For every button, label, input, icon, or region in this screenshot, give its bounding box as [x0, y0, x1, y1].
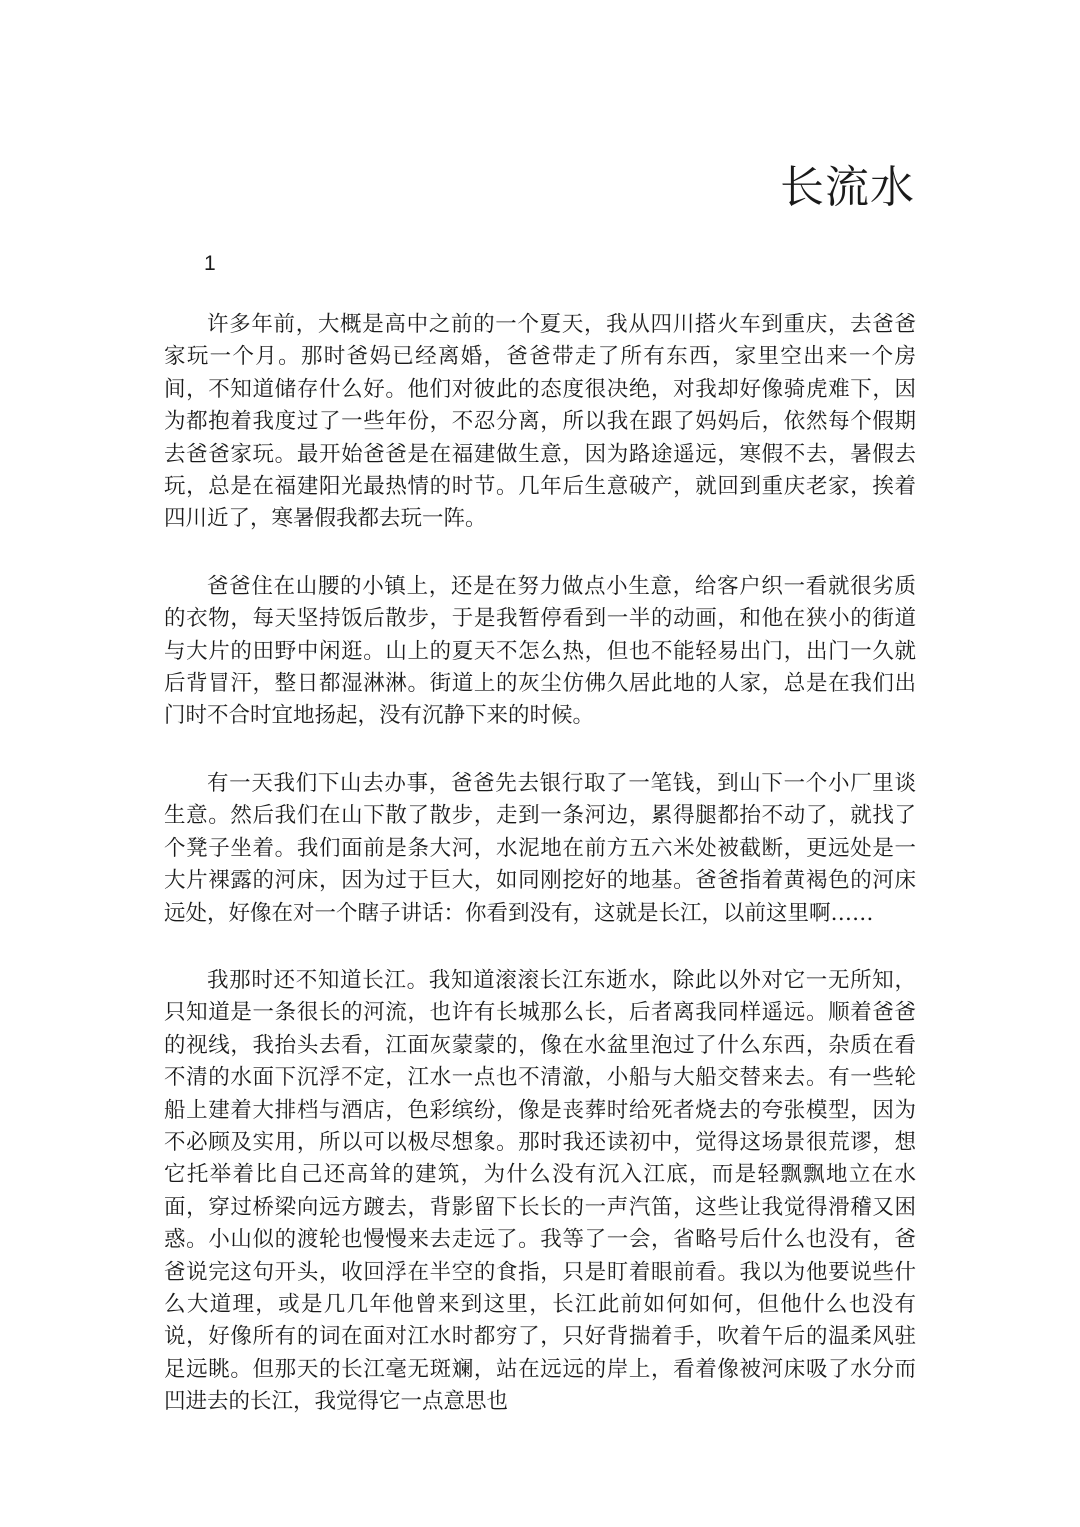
- paragraph: 许多年前，大概是高中之前的一个夏天，我从四川搭火车到重庆，去爸爸家玩一个月。那时爸妈已经离婚，爸爸带走了所有东西，家里空出来一个房间，不知道储存什么好。他们对彼此的态度很决绝，对我却好像骑虎难下，因为都抱着我度过了一些年份，不忍分离，所以我在跟了妈妈后，依然每个假期去爸爸家玩。最开始爸爸是在福建做生意，因为路途遥远，寒假不去，暑假去玩，总是在福建阳光最热情的时节。几年后生意破产，就回到重庆老家，挨着四川近了，寒暑假我都去玩一阵。: [164, 312, 916, 532]
- section-number: 1: [204, 252, 216, 275]
- paragraph: 有一天我们下山去办事，爸爸先去银行取了一笔钱，到山下一个小厂里谈生意。然后我们在山下散了散步，走到一条河边，累得腿都抬不动了，就找了个凳子坐着。我们面前是条大河，水泥地在前方五六米处被截断，更远处是一大片裸露的河床，因为过于巨大，如同刚挖好的地基。爸爸指着黄褐色的河床远处，好像在对一个瞎子讲话：你看到没有，这就是长江，以前这里啊……: [164, 770, 916, 926]
- paragraph: 爸爸住在山腰的小镇上，还是在努力做点小生意，给客户织一看就很劣质的衣物，每天坚持饭后散步，于是我暂停看到一半的动画，和他在狭小的街道与大片的田野中闲逛。山上的夏天不怎么热，但也不能轻易出门，出门一久就后背冒汗，整日都湿淋淋。街道上的灰尘仿佛久居此地的人家，总是在我们出门时不合时宜地扬起，没有沉静下来的时候。: [164, 573, 916, 729]
- document-title: 长流水: [780, 162, 915, 213]
- paragraph: 我那时还不知道长江。我知道滚滚长江东逝水，除此以外对它一无所知，只知道是一条很长的河流，也许有长城那么长，后者离我同样遥远。顺着爸爸的视线，我抬头去看，江面灰蒙蒙的，像在水盆里泡过了什么东西，杂质在看不清的水面下沉浮不定，江水一点也不清澈，小船与大船交替来去。有一些轮船上建着大排档与酒店，色彩缤纷，像是丧葬时给死者烧去的夸张模型，因为不必顾及实用，所以可以极尽想象。那时我还读初中，觉得这场景很荒谬，想它托举着比自己还高耸的建筑，为什么没有沉入江底，而是轻飘飘地立在水面，穿过桥梁向远方踱去，背影留下长长的一声汽笛，这些让我觉得滑稽又困惑。小山似的渡轮也慢慢来去走远了。我等了一会，省略号后什么也没有，爸爸说完这句开头，收回浮在半空的食指，只是盯着眼前看。我以为他要说些什么大道理，或是几几年他曾来到这里，长江此前如何如何，但他什么也没有说，好像所有的词在面对江水时都穷了，只好背揣着手，吹着午后的温柔风驻足远眺。但那天的长江毫无斑斓，站在远远的岸上，看着像被河床吸了水分而凹进去的长江，我觉得它一点意思也: [164, 967, 916, 1415]
- body-text: [164, 309, 916, 1419]
